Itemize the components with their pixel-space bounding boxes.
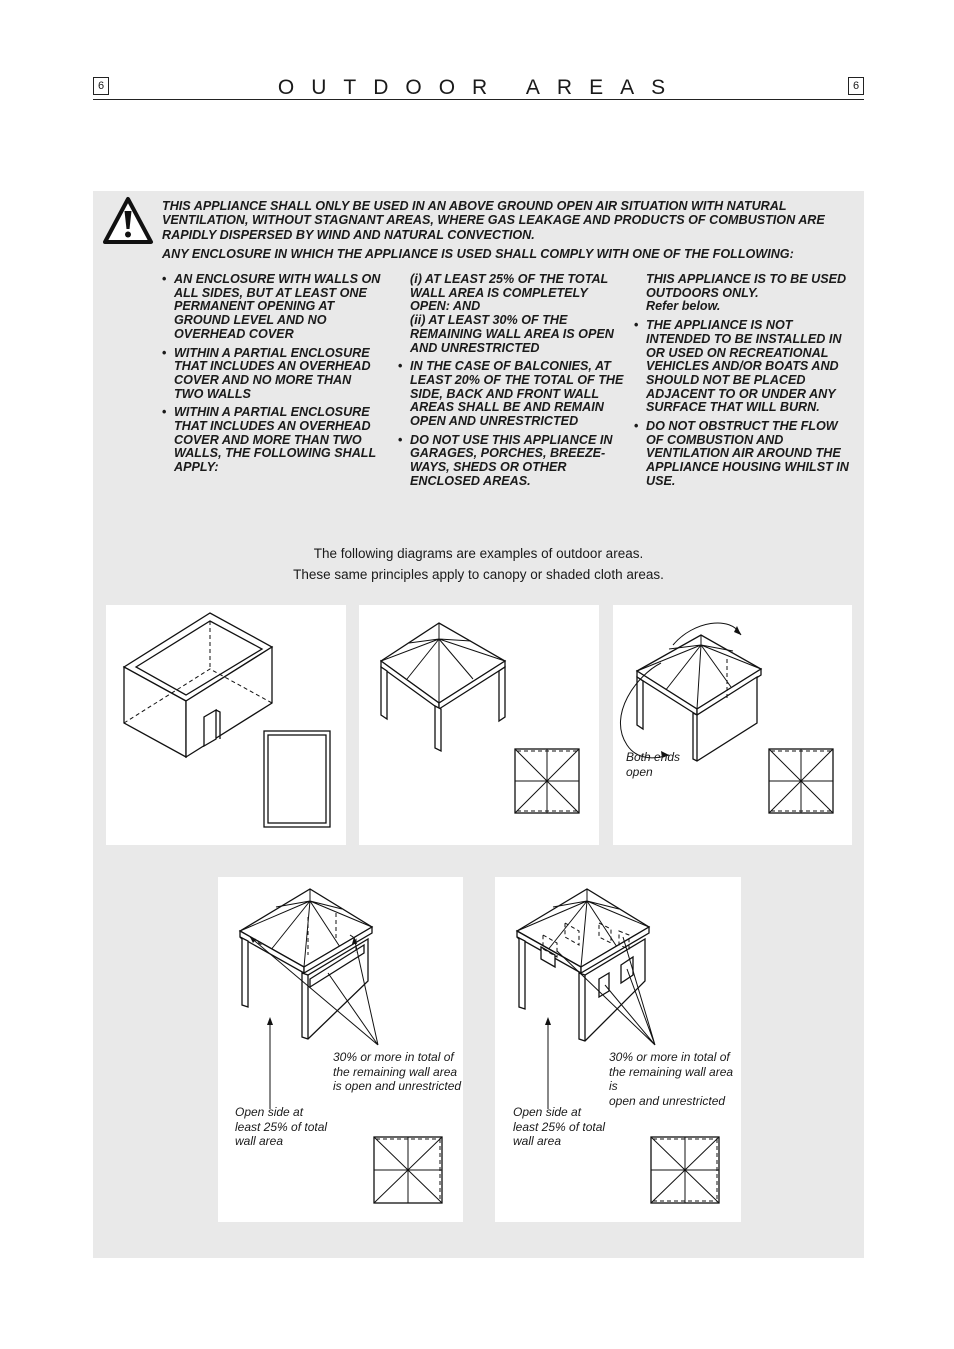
caption-line: least 25% of total	[513, 1119, 606, 1134]
diagram-intro	[93, 544, 864, 585]
warning-triangle-icon	[102, 196, 154, 246]
diagram-partial-walls-openings	[218, 877, 463, 1222]
header-rule	[93, 99, 864, 100]
diagram-caption-left	[513, 1105, 605, 1149]
rule-item: • IN THE CASE OF BALCONIES, AT LEAST 20% OF THE TOTAL OF THE SIDE, BACK AND FRONT WALL AREAS SHALL BE AND REMAIN OPEN AND UNRESTRICTED	[398, 360, 628, 429]
caption-line: wall area	[513, 1134, 562, 1149]
caption-line: is open and unrestricted	[333, 1079, 462, 1094]
rule-lead: Refer below.	[646, 299, 721, 314]
warning-text	[162, 199, 852, 261]
intro-line-2: These same principles apply to canopy or shaded cloth areas.	[293, 566, 664, 582]
intro-line-1: The following diagrams are examples of outdoor areas.	[313, 546, 644, 561]
diagram-caption	[626, 750, 680, 779]
caption-line: open	[626, 764, 653, 779]
caption-line: wall area	[235, 1134, 284, 1149]
page-title: OUTDOOR AREAS	[277, 76, 683, 99]
rule-item: • WITHIN A PARTIAL ENCLOSURE THAT INCLUDES AN OVERHEAD COVER AND NO MORE THAN TWO WALLS	[162, 347, 382, 402]
warning-line-1: THIS APPLIANCE SHALL ONLY BE USED IN AN ABOVE GROUND OPEN AIR SITUATION WITH NATURAL VENTILATION, WITHOUT STAGNANT AREAS, WHERE GAS LEAKAGE AND PRODUCTS OF COMBUSTION ARE RAPIDLY DISPERSED BY WIND AND NATURAL CONVECTION.	[162, 199, 825, 242]
diagram-open-top-enclosure	[106, 605, 346, 845]
caption-line: 30% or more in total of	[609, 1050, 730, 1064]
diagram-caption-right	[609, 1050, 741, 1108]
rule-item: • THE APPLIANCE IS NOT INTENDED TO BE INSTALLED IN OR USED ON RECREATIONAL VEHICLES AND/OR BOATS AND SHOULD NOT BE PLACED ADJACENT TO OR UNDER ANY SURFACE THAT WILL BURN.	[634, 319, 856, 415]
diagram-partial-walls-windows	[495, 877, 741, 1222]
rule-item: • AN ENCLOSURE WITH WALLS ON ALL SIDES, BUT AT LEAST ONE PERMANENT OPENING AT GROUND LEVEL AND NO OVERHEAD COVER	[162, 273, 382, 342]
rules-column-3	[634, 273, 856, 494]
rule-lead: THIS APPLIANCE IS TO BE USED OUTDOORS ONLY.	[646, 272, 847, 300]
warning-line-2: ANY ENCLOSURE IN WHICH THE APPLIANCE IS USED SHALL COMPLY WITH ONE OF THE FOLLOWING:	[162, 246, 794, 261]
caption-line: least 25% of total	[235, 1119, 328, 1134]
caption-line: the remaining wall area	[333, 1064, 458, 1079]
caption-line: Open side at	[513, 1105, 582, 1119]
rule-lead: (ii) AT LEAST 30% OF THE REMAINING WALL AREA IS OPEN AND UNRESTRICTED	[410, 313, 614, 355]
rules-column-2	[398, 273, 628, 494]
diagram-caption-right	[333, 1050, 461, 1094]
rule-item: • DO NOT OBSTRUCT THE FLOW OF COMBUSTION AND VENTILATION AIR AROUND THE APPLIANCE HOUSING WHILST IN USE.	[634, 420, 856, 489]
caption-line: Both ends	[626, 750, 681, 764]
rule-item: • WITHIN A PARTIAL ENCLOSURE THAT INCLUDES AN OVERHEAD COVER AND MORE THAN TWO WALLS, THE FOLLOWING SHALL APPLY:	[162, 406, 382, 475]
rule-item: • DO NOT USE THIS APPLIANCE IN GARAGES, PORCHES, BREEZE-WAYS, SHEDS OR OTHER ENCLOSED AREAS.	[398, 434, 628, 489]
page-number-left: 6	[93, 77, 109, 95]
caption-line: the remaining wall area is	[609, 1064, 734, 1094]
caption-line: open and unrestricted	[609, 1093, 726, 1108]
page-number-right: 6	[848, 77, 864, 95]
rule-lead: (i) AT LEAST 25% OF THE TOTAL WALL AREA IS COMPLETELY OPEN: AND	[410, 272, 609, 314]
rules-column-1	[162, 273, 382, 480]
caption-line: Open side at	[235, 1105, 304, 1119]
caption-line: 30% or more in total of	[333, 1050, 454, 1064]
diagram-two-wall-pavilion	[359, 605, 599, 845]
diagram-both-ends-open	[613, 605, 852, 845]
diagram-caption-left	[235, 1105, 327, 1149]
